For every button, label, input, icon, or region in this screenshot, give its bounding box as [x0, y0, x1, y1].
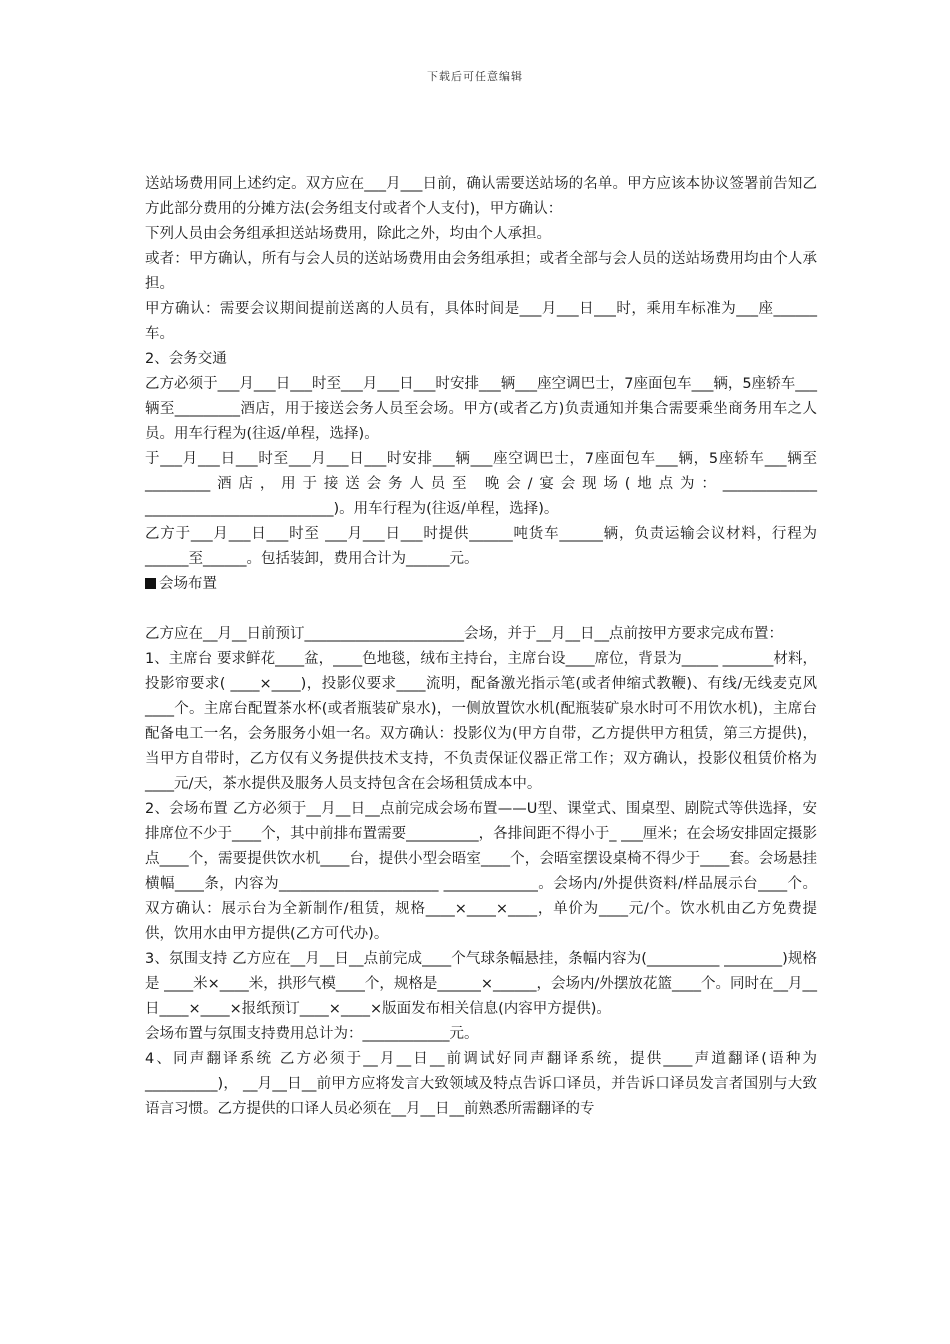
document-body [145, 172, 817, 1122]
page-header: 下载后可任意编辑 [427, 70, 523, 83]
paragraph-venue-layout: 2、会场布置 乙方必须于__月__日__点前完成会场布置——U型、课堂式、围桌型、剧院式等供选择，安排席位不少于____个，其中前排布置需要__________，各排间距不得小于_ ___厘米；在会场安排固定摄影点____个，需要提供饮水机____台，提供小型会晤室____个，会晤室摆设桌椅不得少于____套。会场悬挂横幅____条，内容为______________________ _____________。会场内/外提供资料/样品展示台____个。双方确认：展示台为全新制作/租赁，规格____×____×____，单价为____元/个。饮水机由乙方免费提供，饮用水由甲方提供(乙方可代办)。 [145, 801, 817, 942]
paragraph-total-cost: 会场布置与氛围支持费用总计为：____________元。 [145, 1026, 479, 1042]
paragraph-early-departure: 甲方确认：需要会议期间提前送离的人员有，具体时间是___月___日___时，乘用车标准为___座______车。 [145, 301, 817, 342]
section-heading-transport: 2、会务交通 [145, 351, 227, 367]
paragraph-atmosphere: 3、氛围支持 乙方应在__月__日__点前完成____个气球条幅悬挂，条幅内容为(__________ ________)规格是 ____米×____米，拱形气模____个，规格是______×______，会场内/外摆放花篮____个。同时在__月__日____×____×报纸预订____×____×版面发布相关信息(内容甲方提供)。 [145, 951, 817, 1017]
paragraph-venue-intro: 乙方应在__月__日前预订______________________会场，并于__月__日__点前按甲方要求完成布置： [145, 626, 783, 642]
square-bullet-icon [145, 578, 156, 589]
paragraph-rostrum: 1、主席台 要求鲜花____盆，____色地毯，绒布主持台，主席台设____席位，背景为_____ _______材料，投影帘要求( ____×____)，投影仪要求____流明，配备激光指示笔(或者伸缩式教鞭)、有线/无线麦克风____个。主席台配置茶水杯(或者瓶装矿泉水)，一侧放置饮水机(配瓶装矿泉水时可不用饮水机)，主席台配备电工一名，会务服务小姐一名。双方确认：投影仪为(甲方自带，乙方提供甲方租赁，第三方提供)，当甲方自带时，乙方仅有义务提供技术支持，不负责保证仪器正常工作；双方确认，投影仪租赁价格为____元/天，茶水提供及服务人员支持包含在会场租赁成本中。 [145, 651, 817, 792]
paragraph-transport-3: 乙方于___月___日___时至 ___月___日___时提供______吨货车______辆，负责运输会议材料，行程为______至______。包括装卸，费用合计为______元。 [145, 526, 817, 567]
paragraph-seeoff-fee: 送站场费用同上述约定。双方应在___月___日前，确认需要送站场的名单。甲方应该本协议签署前告知乙方此部分费用的分摊方法(会务组支付或者个人支付)，甲方确认： [145, 176, 817, 217]
paragraph-alternative: 或者：甲方确认，所有与会人员的送站场费用由会务组承担；或者全部与会人员的送站场费用均由个人承担。 [145, 251, 817, 292]
section-heading-venue-text: 会场布置 [159, 576, 217, 592]
paragraph-translation: 4、同声翻译系统 乙方必须于__月__日__前调试好同声翻译系统，提供____声道翻译(语种为__________)， __月__日__前甲方应将发言大致领域及特点告诉口译员，并告诉口译员发言者国别与大致语言习惯。乙方提供的口译人员必须在__月__日__前熟悉所需翻译的专 [145, 1051, 817, 1117]
paragraph-group-pays: 下列人员由会务组承担送站场费用，除此之外，均由个人承担。 [145, 226, 551, 242]
blank-line [145, 597, 817, 622]
paragraph-transport-1: 乙方必须于___月___日___时至___月___日___时安排___辆___座空调巴士，7座面包车___辆，5座轿车___辆至_________酒店，用于接送会务人员至会场。甲方(或者乙方)负责通知并集合需要乘坐商务用车之人员。用车行程为(往返/单程，选择)。 [145, 376, 817, 442]
section-heading-venue [145, 572, 817, 597]
paragraph-transport-2: 于___月___日___时至___月___日___时安排___辆___座空调巴士，7座面包车___辆，5座轿车___辆至_________酒店，用于接送会务人员至 晚会/宴会现场(地点为：_____________ __________________________)。用车行程为(往返/单程，选择)。 [145, 451, 817, 517]
